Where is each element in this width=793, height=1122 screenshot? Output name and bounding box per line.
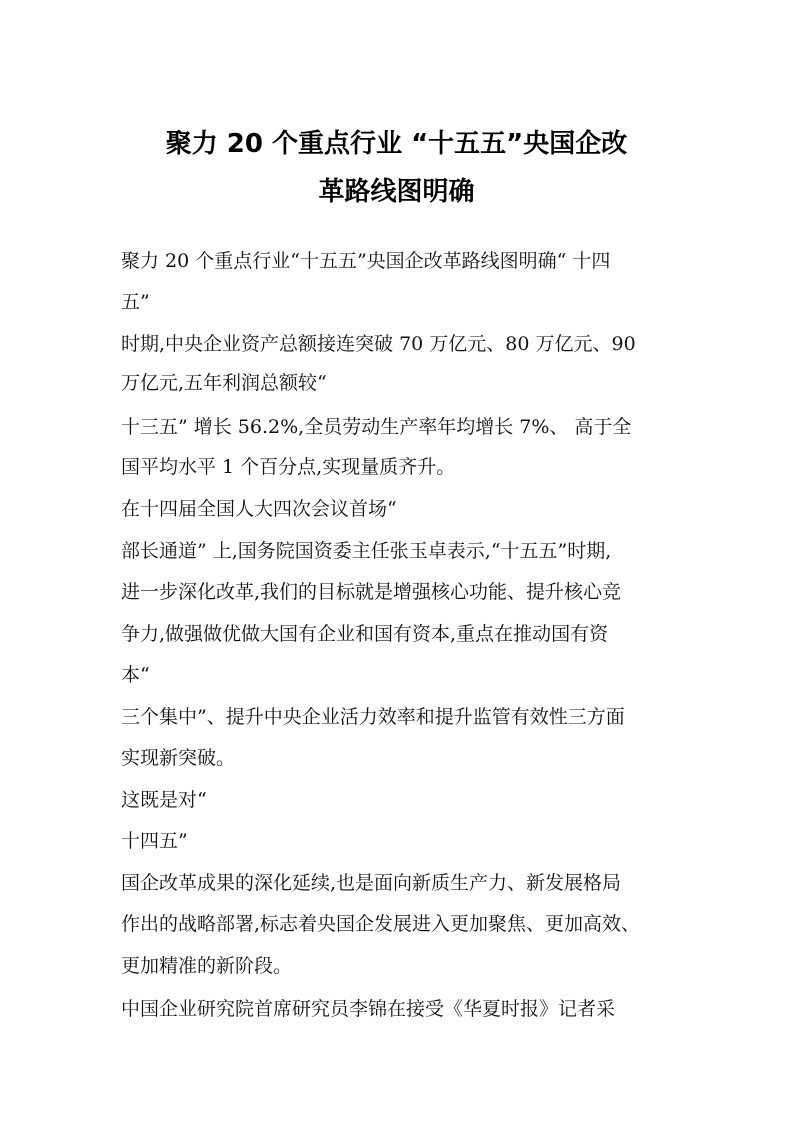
- body-line-10: 争力,做强做优做大国有企业和国有资本,重点在推动国有资: [121, 623, 609, 645]
- body-line-14: 这既是对“: [121, 789, 207, 811]
- body-line-17: 作出的战略部署,标志着央国企发展进入更加聚焦、更加高效、: [121, 913, 641, 935]
- body-line-19: 中国企业研究院首席研究员李锦在接受《华夏时报》记者采: [121, 998, 616, 1020]
- body-line-4: 万亿元,五年利润总额较“: [121, 372, 327, 394]
- body-line-6: 国平均水平 1 个百分点,实现量质齐升。: [121, 456, 456, 478]
- body-line-15: 十四五”: [121, 830, 188, 852]
- body-line-3: 时期,中央企业资产总额接连突破 70 万亿元、80 万亿元、90: [121, 333, 636, 355]
- body-line-9: 进一步深化改革,我们的目标就是增强核心功能、提升核心竞: [121, 581, 622, 603]
- body-line-2: 五”: [121, 291, 150, 313]
- body-line-12: 三个集中”、提升中央企业活力效率和提升监管有效性三方面: [121, 706, 625, 728]
- body-line-18: 更加精准的新阶段。: [121, 955, 293, 977]
- body-line-11: 本“: [121, 664, 150, 686]
- body-line-5: 十三五” 增长 56.2%,全员劳动生产率年均增长 7%、 高于全: [121, 416, 632, 438]
- body-line-7: 在十四届全国人大四次会议首场“: [121, 498, 397, 520]
- body-line-8: 部长通道” 上,国务院国资委主任张玉卓表示,“十五五”时期,: [121, 540, 612, 562]
- body-line-1: 聚力 20 个重点行业“十五五”央国企改革路线图明确“ 十四: [121, 250, 611, 272]
- body-line-16: 国企改革成果的深化延续,也是面向新质生产力、新发展格局: [121, 872, 622, 894]
- page-title-line-2: 革路线图明确: [318, 177, 475, 207]
- body-line-13: 实现新突破。: [121, 747, 236, 769]
- page-title-line-1: 聚力 20 个重点行业 “十五五”央国企改: [165, 129, 628, 159]
